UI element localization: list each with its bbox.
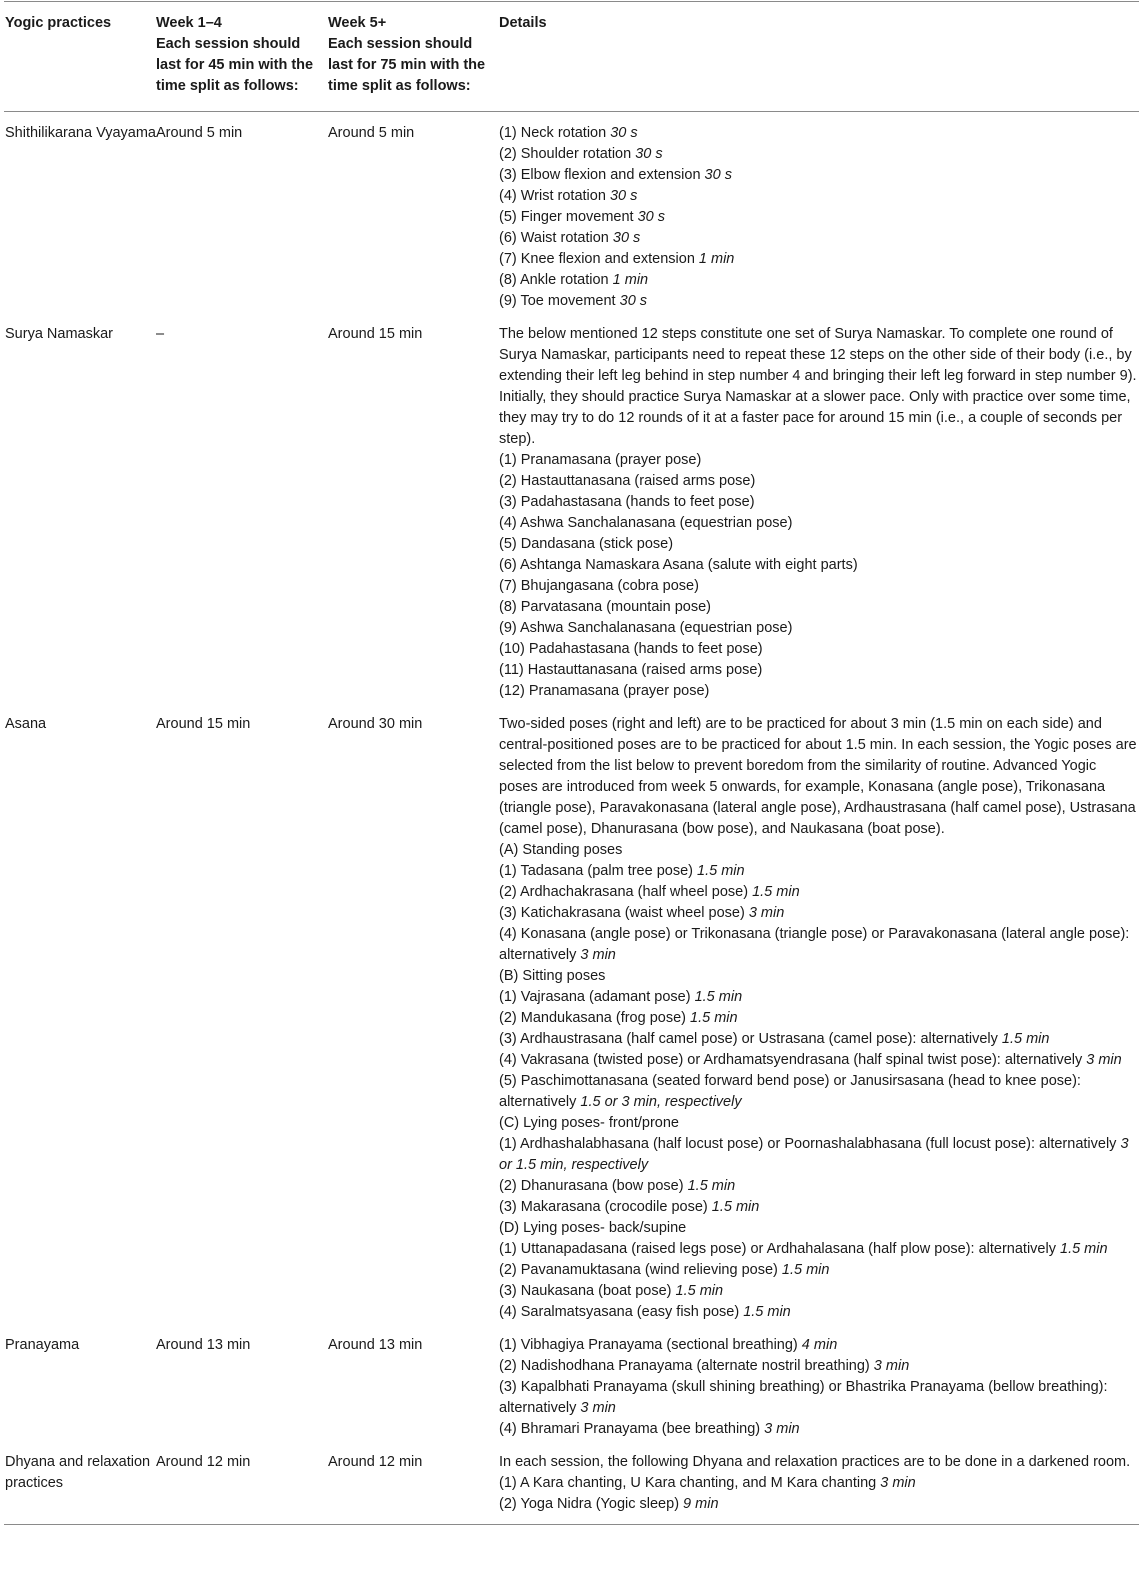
detail-duration: 3 min	[748, 905, 785, 921]
detail-line	[499, 1197, 1137, 1218]
detail-line	[499, 450, 1137, 471]
header-label: Yogic practices	[5, 15, 112, 31]
week-5-plus-cell-text: Around 13 min	[328, 1337, 423, 1353]
header-yogic-practices	[4, 2, 156, 112]
table-row	[4, 314, 1139, 704]
week-5-plus-cell	[328, 1442, 499, 1525]
detail-text: (2) Nadishodhana Pranayama (alternate nostril breathing)	[499, 1358, 874, 1374]
detail-text: (5) Finger movement	[499, 209, 638, 225]
details-cell	[499, 1442, 1139, 1525]
detail-line	[499, 324, 1137, 450]
detail-text: (7) Knee flexion and extension	[499, 251, 699, 267]
detail-line	[499, 660, 1137, 681]
header-details	[499, 2, 1139, 112]
table-row	[4, 1442, 1139, 1525]
detail-line	[499, 1113, 1137, 1134]
detail-text: (4) Saralmatsyasana (easy fish pose)	[499, 1304, 744, 1320]
detail-duration: 3 min	[1086, 1052, 1122, 1068]
detail-text: (D) Lying poses- back/supine	[499, 1220, 687, 1236]
details-cell	[499, 314, 1139, 704]
detail-text: In each session, the following Dhyana and relaxation practices are to be done in a darkened room.	[499, 1454, 1131, 1470]
detail-text: (3) Naukasana (boat pose)	[499, 1283, 676, 1299]
detail-text: (9) Toe movement	[499, 293, 620, 309]
week-1-4-cell-text: Around 15 min	[156, 716, 251, 732]
detail-line	[499, 186, 1137, 207]
week-1-4-cell-text: Around 12 min	[156, 1454, 251, 1470]
table-header-row	[4, 2, 1139, 112]
detail-line	[499, 966, 1137, 987]
week-5-plus-cell-text: Around 15 min	[328, 326, 423, 342]
detail-duration: 30 s	[704, 167, 732, 183]
week-5-plus-cell-text: Around 30 min	[328, 716, 423, 732]
practice-name-cell-text: Surya Namaskar	[5, 326, 113, 342]
detail-duration: 4 min	[801, 1337, 838, 1353]
detail-line	[499, 1281, 1137, 1302]
week-1-4-cell	[156, 314, 328, 704]
detail-text: (1) Neck rotation	[499, 125, 611, 141]
detail-line	[499, 1029, 1137, 1050]
detail-line	[499, 555, 1137, 576]
detail-line	[499, 618, 1137, 639]
detail-line	[499, 576, 1137, 597]
detail-line	[499, 861, 1137, 882]
header-label: Week 1–4 Each session should last for 45 min with the time split as follows:	[156, 15, 314, 94]
table-row	[4, 1325, 1139, 1442]
detail-text: (11) Hastauttanasana (raised arms pose)	[499, 662, 763, 678]
detail-text: (2) Pavanamuktasana (wind relieving pose)	[499, 1262, 782, 1278]
detail-text: (2) Shoulder rotation	[499, 146, 636, 162]
week-5-plus-cell	[328, 1325, 499, 1442]
detail-text: (3) Katichakrasana (waist wheel pose)	[499, 905, 749, 921]
detail-line	[499, 1218, 1137, 1239]
header-week-5-plus	[328, 2, 499, 112]
week-1-4-cell	[156, 704, 328, 1325]
detail-duration: 1.5 min	[687, 1178, 736, 1194]
detail-text: (1) A Kara chanting, U Kara chanting, and M Kara chanting	[499, 1475, 881, 1491]
week-5-plus-cell	[328, 112, 499, 315]
detail-text: (7) Bhujangasana (cobra pose)	[499, 578, 699, 594]
practice-name-cell-text: Shithilikarana Vyayama	[5, 125, 156, 141]
detail-line	[499, 1239, 1137, 1260]
week-1-4-cell	[156, 1442, 328, 1525]
detail-line	[499, 1473, 1137, 1494]
detail-line	[499, 681, 1137, 702]
detail-text: (12) Pranamasana (prayer pose)	[499, 683, 710, 699]
detail-text: (4) Vakrasana (twisted pose) or Ardhamatsyendrasana (half spinal twist pose): alternatively	[499, 1052, 1087, 1068]
detail-line	[499, 1071, 1137, 1113]
detail-duration: 1.5 min	[743, 1304, 791, 1320]
detail-text: (B) Sitting poses	[499, 968, 606, 984]
week-5-plus-cell	[328, 314, 499, 704]
detail-duration: 30 s	[619, 293, 648, 309]
detail-line	[499, 882, 1137, 903]
detail-text: (2) Ardhachakrasana (half wheel pose)	[499, 884, 753, 900]
detail-line	[499, 1452, 1137, 1473]
detail-duration: 30 s	[610, 125, 638, 141]
practice-name-cell-text: Pranayama	[5, 1337, 80, 1353]
table-row	[4, 704, 1139, 1325]
detail-duration: 1.5 min	[675, 1283, 724, 1299]
header-label: Details	[499, 15, 547, 31]
detail-duration: 1.5 min	[690, 1010, 738, 1026]
detail-line	[499, 270, 1137, 291]
detail-duration: 1.5 min	[694, 989, 743, 1005]
detail-text: (4) Konasana (angle pose) or Trikonasana (triangle pose) or Paravakonasana (lateral angle pose): alternatively	[499, 926, 1130, 963]
detail-text: The below mentioned 12 steps constitute one set of Surya Namaskar. To complete one round of Surya Namaskar, participants need to repeat these 12 steps on the other side of their body (i.e., by extending their left leg behind in step number 4 and bringing their left leg forward in step number 9). Initially, they should practice Surya Namaskar at a slower pace. Only with practice over some time, they may try to do 12 rounds of it at a faster pace for around 15 min (i.e., a couple of seconds per step).	[499, 326, 1137, 447]
practice-name-cell	[4, 112, 156, 315]
practice-name-cell	[4, 704, 156, 1325]
detail-line	[499, 144, 1137, 165]
detail-line	[499, 840, 1137, 861]
detail-line	[499, 1176, 1137, 1197]
detail-duration: 3 min	[580, 1400, 616, 1416]
detail-duration: 3 min	[764, 1421, 800, 1437]
detail-text: (1) Vajrasana (adamant pose)	[499, 989, 695, 1005]
detail-duration: 3 min	[880, 1475, 916, 1491]
detail-duration: 1.5 or 3 min, respectively	[580, 1094, 742, 1110]
detail-line	[499, 123, 1137, 144]
detail-text: (3) Padahastasana (hands to feet pose)	[499, 494, 755, 510]
week-5-plus-cell	[328, 704, 499, 1325]
detail-line	[499, 1050, 1137, 1071]
detail-duration: 9 min	[683, 1496, 719, 1512]
detail-text: (8) Parvatasana (mountain pose)	[499, 599, 711, 615]
detail-line	[499, 1008, 1137, 1029]
detail-text: (4) Wrist rotation	[499, 188, 610, 204]
practice-name-cell-text: Dhyana and relaxation practices	[5, 1454, 151, 1491]
detail-duration: 3 min	[873, 1358, 910, 1374]
week-1-4-cell-text: Around 13 min	[156, 1337, 251, 1353]
detail-line	[499, 1302, 1137, 1323]
detail-line	[499, 597, 1137, 618]
detail-duration: 3 min	[580, 947, 616, 963]
detail-duration: 3 or 1.5 min, respectively	[499, 1136, 1129, 1173]
detail-text: (4) Ashwa Sanchalanasana (equestrian pose)	[499, 515, 793, 531]
details-cell	[499, 1325, 1139, 1442]
detail-text: (1) Vibhagiya Pranayama (sectional breathing)	[499, 1337, 802, 1353]
detail-duration: 1.5 min	[697, 863, 745, 879]
detail-text: Two-sided poses (right and left) are to be practiced for about 3 min (1.5 min on each side) and central-positioned poses are to be practiced for about 1.5 min. In each session, the Yogic poses are selected from the list below to prevent boredom from the similarity of routine. Advanced Yogic poses are introduced from week 5 onwards, for example, Konasana (angle pose), Trikonasana (triangle pose), Paravakonasana (lateral angle pose), Ardhaustrasana (half camel pose), Ustrasana (camel pose), Dhanurasana (bow pose), and Naukasana (boat pose).	[499, 716, 1137, 837]
detail-text: (C) Lying poses- front/prone	[499, 1115, 679, 1131]
detail-line	[499, 492, 1137, 513]
detail-text: (1) Pranamasana (prayer pose)	[499, 452, 702, 468]
detail-text: (3) Makarasana (crocodile pose)	[499, 1199, 712, 1215]
details-cell	[499, 704, 1139, 1325]
detail-text: (2) Hastauttanasana (raised arms pose)	[499, 473, 756, 489]
detail-line	[499, 207, 1137, 228]
detail-text: (4) Bhramari Pranayama (bee breathing)	[499, 1421, 765, 1437]
detail-duration: 1.5 min	[1060, 1241, 1108, 1257]
detail-line	[499, 1260, 1137, 1281]
detail-duration: 1.5 min	[711, 1199, 760, 1215]
detail-line	[499, 1335, 1137, 1356]
detail-text: (10) Padahastasana (hands to feet pose)	[499, 641, 763, 657]
detail-duration: 30 s	[635, 146, 663, 162]
detail-text: (2) Mandukasana (frog pose)	[499, 1010, 691, 1026]
yoga-protocol-table	[4, 1, 1139, 1525]
detail-text: (1) Uttanapadasana (raised legs pose) or Ardhahalasana (half plow pose): alternatively	[499, 1241, 1060, 1257]
detail-line	[499, 228, 1137, 249]
detail-text: (3) Elbow flexion and extension	[499, 167, 705, 183]
detail-duration: 30 s	[637, 209, 666, 225]
detail-text: (8) Ankle rotation	[499, 272, 613, 288]
practice-name-cell	[4, 1442, 156, 1525]
detail-text: (6) Waist rotation	[499, 230, 613, 246]
practice-name-cell	[4, 1325, 156, 1442]
detail-duration: 1 min	[698, 251, 735, 267]
detail-duration: 1.5 min	[1001, 1031, 1050, 1047]
week-1-4-cell	[156, 1325, 328, 1442]
detail-text: (5) Paschimottanasana (seated forward bend pose) or Janusirsasana (head to knee pose): alternatively	[499, 1073, 1081, 1110]
week-5-plus-cell-text: Around 5 min	[328, 125, 415, 141]
detail-line	[499, 534, 1137, 555]
week-1-4-cell	[156, 112, 328, 315]
detail-line	[499, 1356, 1137, 1377]
detail-text: (6) Ashtanga Namaskara Asana (salute with eight parts)	[499, 557, 858, 573]
header-week-1-4	[156, 2, 328, 112]
detail-line	[499, 291, 1137, 312]
detail-text: (3) Ardhaustrasana (half camel pose) or Ustrasana (camel pose): alternatively	[499, 1031, 1002, 1047]
week-1-4-cell-text: Around 5 min	[156, 125, 243, 141]
detail-line	[499, 471, 1137, 492]
details-cell	[499, 112, 1139, 315]
header-label: Week 5+ Each session should last for 75 min with the time split as follows:	[328, 15, 486, 94]
practice-name-cell-text: Asana	[5, 716, 47, 732]
detail-duration: 1.5 min	[752, 884, 800, 900]
detail-text: (1) Ardhashalabhasana (half locust pose) or Poornashalabhasana (full locust pose): alternatively	[499, 1136, 1121, 1152]
detail-line	[499, 165, 1137, 186]
detail-line	[499, 249, 1137, 270]
detail-line	[499, 1494, 1137, 1515]
detail-line	[499, 1134, 1137, 1176]
detail-line	[499, 1419, 1137, 1440]
detail-line	[499, 924, 1137, 966]
detail-text: (1) Tadasana (palm tree pose)	[499, 863, 698, 879]
week-5-plus-cell-text: Around 12 min	[328, 1454, 423, 1470]
detail-duration: 1.5 min	[781, 1262, 830, 1278]
detail-line	[499, 987, 1137, 1008]
detail-duration: 30 s	[612, 230, 641, 246]
detail-text: (3) Kapalbhati Pranayama (skull shining breathing) or Bhastrika Pranayama (bellow breathing): alternatively	[499, 1379, 1108, 1416]
detail-text: (5) Dandasana (stick pose)	[499, 536, 674, 552]
detail-text: (9) Ashwa Sanchalanasana (equestrian pose)	[499, 620, 793, 636]
week-1-4-cell-text: –	[156, 326, 165, 342]
detail-text: (2) Yoga Nidra (Yogic sleep)	[499, 1496, 684, 1512]
detail-line	[499, 714, 1137, 840]
detail-text: (2) Dhanurasana (bow pose)	[499, 1178, 688, 1194]
practice-name-cell	[4, 314, 156, 704]
detail-duration: 1 min	[612, 272, 649, 288]
detail-text: (A) Standing poses	[499, 842, 623, 858]
detail-duration: 30 s	[609, 188, 638, 204]
detail-line	[499, 639, 1137, 660]
table-row	[4, 112, 1139, 315]
detail-line	[499, 1377, 1137, 1419]
detail-line	[499, 513, 1137, 534]
detail-line	[499, 903, 1137, 924]
